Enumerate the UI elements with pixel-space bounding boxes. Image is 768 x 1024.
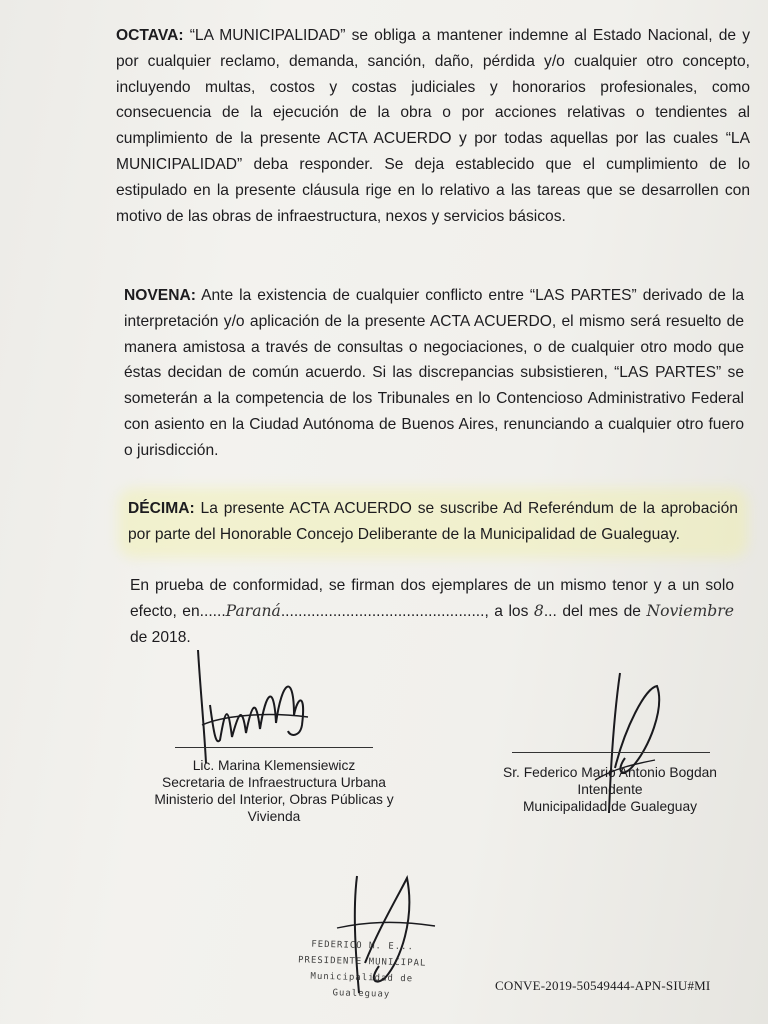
signature-left xyxy=(190,645,330,770)
signatory-org: Municipalidad de Gualeguay xyxy=(522,799,698,814)
clause-text: “LA MUNICIPALIDAD” se obliga a mantener indemne al Estado Nacional, de y por cualquier reclamo, demanda, sanción, daño, pérdida y/o cualquier otro concepto, incluyendo multas, costos y costas judiciales y honorarios profesionales, como consecuencia de la ejecución de la obra o por acciones relativas o tendientes al cumplimiento de la presente ACTA ACUERDO y por todas aquellas por las cuales “LA MUNICIPALIDAD” deba responder. Se deja establecido que el cumplimiento de lo estipulado en la presente cláusula rige en lo relativo a las tareas que se desarrollen con motivo de las obras de infraestructura, nexos y servicios básicos. xyxy=(116,27,750,225)
stamp-line: PRESIDENTE MUNICIPAL xyxy=(297,955,427,969)
signatory-org: Vivienda xyxy=(247,809,301,824)
clause-decima xyxy=(128,496,738,548)
handwritten-place: Paraná xyxy=(225,601,281,620)
signatory-block-left xyxy=(146,757,402,825)
clause-heading: OCTAVA: xyxy=(116,27,184,44)
signatory-title: Intendente xyxy=(577,782,643,797)
dot-leader: ............................................... xyxy=(280,602,485,620)
signatory-name: Lic. Marina Klemensiewicz xyxy=(192,758,356,773)
dot-leader: ...... xyxy=(199,602,226,620)
closing-text: En prueba de conformidad, se firman dos ejemplares de un mismo tenor y a un solo xyxy=(130,577,734,594)
signatory-name: Sr. Federico Mario Antonio Bogdan xyxy=(503,765,717,780)
signatory-org: Ministerio del Interior, Obras Públicas y xyxy=(154,792,394,807)
closing-a-los: , a los xyxy=(484,602,529,620)
clause-heading: NOVENA: xyxy=(124,287,196,304)
clause-text: Ante la existencia de cualquier conflicto entre “LAS PARTES” derivado de la interpretación y/o aplicación de la presente ACTA ACUERDO, el mismo será resuelto de manera amistosa a través de consultas o negociaciones, o de cualquier otro modo que éstas decidan de común acuerdo. Si las discrepancias subsistieren, “LAS PARTES” se someterán a la competencia de los Tribunales en lo Contencioso Administrativo Federal con asiento en la Ciudad Autónoma de Buenos Aires, renunciando a cualquier otro fuero o jurisdicción. xyxy=(124,287,744,459)
clause-novena xyxy=(124,283,744,464)
handwritten-month: Noviembre xyxy=(646,601,734,620)
signature-line-right xyxy=(512,752,710,753)
closing-del-mes: del mes de xyxy=(562,602,641,620)
signature-line-left xyxy=(175,747,373,748)
stamp-line: FEDERICO M. E... xyxy=(311,939,415,953)
official-stamp xyxy=(281,936,443,1004)
dot-leader: ... xyxy=(543,602,557,620)
handwritten-day: 8 xyxy=(533,601,544,620)
signatory-block-right xyxy=(490,764,730,815)
closing-efecto-label: efecto, en xyxy=(130,602,200,620)
document-reference: CONVE-2019-50549444-APN-SIU#MI xyxy=(495,978,711,993)
closing-year: de 2018. xyxy=(130,628,191,646)
stamp-line: Municipalidad de Gualeguay xyxy=(310,971,414,1000)
clause-text: La presente ACTA ACUERDO se suscribe Ad Referéndum de la aprobación por parte del Honorable Concejo Deliberante de la Municipalidad de Gualeguay. xyxy=(128,500,738,543)
signatory-title: Secretaria de Infraestructura Urbana xyxy=(162,775,386,790)
clause-octava xyxy=(116,23,750,229)
clause-heading: DÉCIMA: xyxy=(128,500,195,517)
closing-paragraph xyxy=(130,573,734,650)
